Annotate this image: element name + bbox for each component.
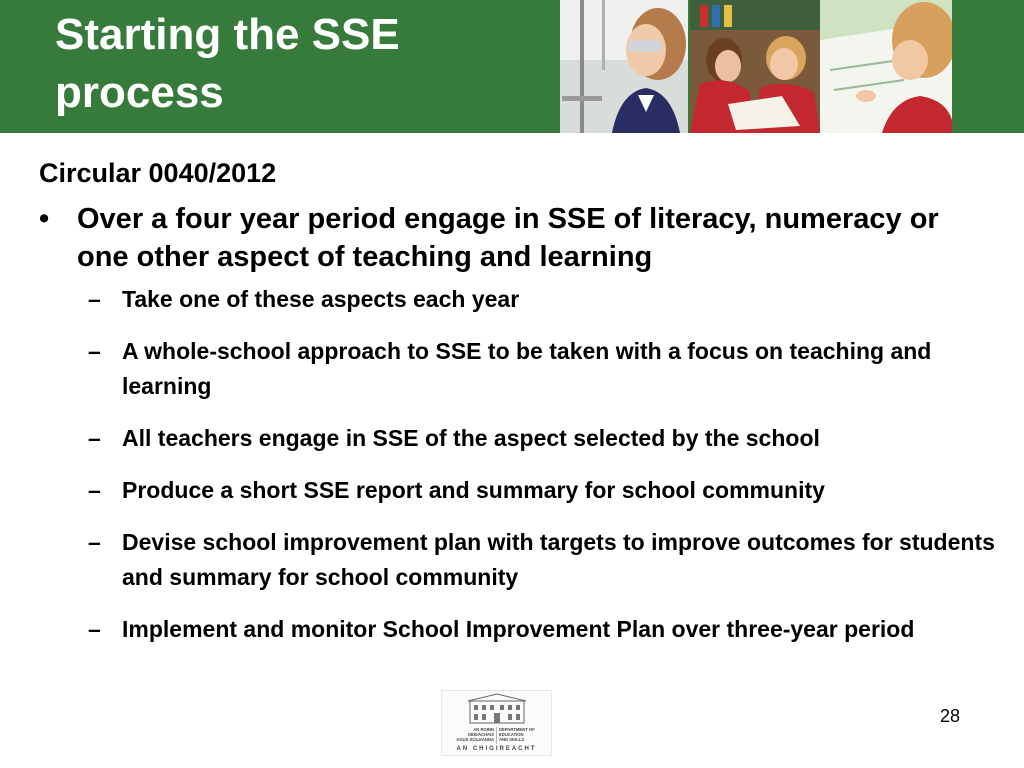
dash-marker: – — [88, 477, 101, 503]
dash-marker: – — [88, 616, 101, 642]
logo-irish-line-1: AN ROINN — [473, 727, 494, 732]
sub-bullet — [88, 282, 1018, 317]
logo-english-line-3: AND SKILLS — [499, 737, 525, 742]
logo-irish-line-2: OIDEACHAIS — [467, 732, 494, 737]
sub-bullet-text: Devise school improvement plan with targets to improve outcomes for students and summary for school community — [122, 529, 995, 590]
bullet-marker: • — [39, 203, 50, 235]
logo-irish-line-3: AGUS SCILEANNA — [456, 737, 494, 742]
girl-with-lab-goggles-photo — [560, 0, 688, 133]
sub-bullet-text: A whole-school approach to SSE to be taken with a focus on teaching and learning — [122, 338, 932, 399]
slide-header — [0, 0, 1024, 133]
header-photo-strip — [560, 0, 952, 133]
sub-bullet-text: Take one of these aspects each year — [122, 286, 520, 312]
sub-bullet — [88, 473, 1018, 508]
main-bullet-text: Over a four year period engage in SSE of literacy, numeracy or one other aspect of teaching and learning — [77, 203, 939, 273]
sub-bullet-list — [88, 282, 1018, 664]
logo-english-line-1: DEPARTMENT OF — [499, 727, 535, 732]
dash-marker: – — [88, 425, 101, 451]
dash-marker: – — [88, 338, 101, 364]
sub-bullet — [88, 525, 1018, 595]
sub-bullet — [88, 421, 1018, 456]
sub-bullet-text: All teachers engage in SSE of the aspect selected by the school — [122, 425, 820, 451]
circular-reference-heading: Circular 0040/2012 — [39, 158, 277, 188]
page-number: 28 — [940, 706, 961, 726]
sub-bullet — [88, 612, 1018, 647]
slide-title: Starting the SSE process — [55, 10, 400, 117]
children-reading-photo — [690, 0, 820, 133]
sub-bullet-text: Implement and monitor School Improvement Plan over three-year period — [122, 616, 915, 642]
department-of-education-building-logo — [441, 690, 552, 756]
logo-inspectorate-text: AN CHIGIREACHT — [456, 746, 537, 752]
child-writing-photo — [820, 0, 952, 133]
sub-bullet — [88, 334, 1018, 404]
dash-marker: – — [88, 286, 101, 312]
logo-english-line-2: EDUCATION — [499, 732, 524, 737]
sub-bullet-text: Produce a short SSE report and summary for school community — [122, 477, 825, 503]
dash-marker: – — [88, 529, 101, 555]
